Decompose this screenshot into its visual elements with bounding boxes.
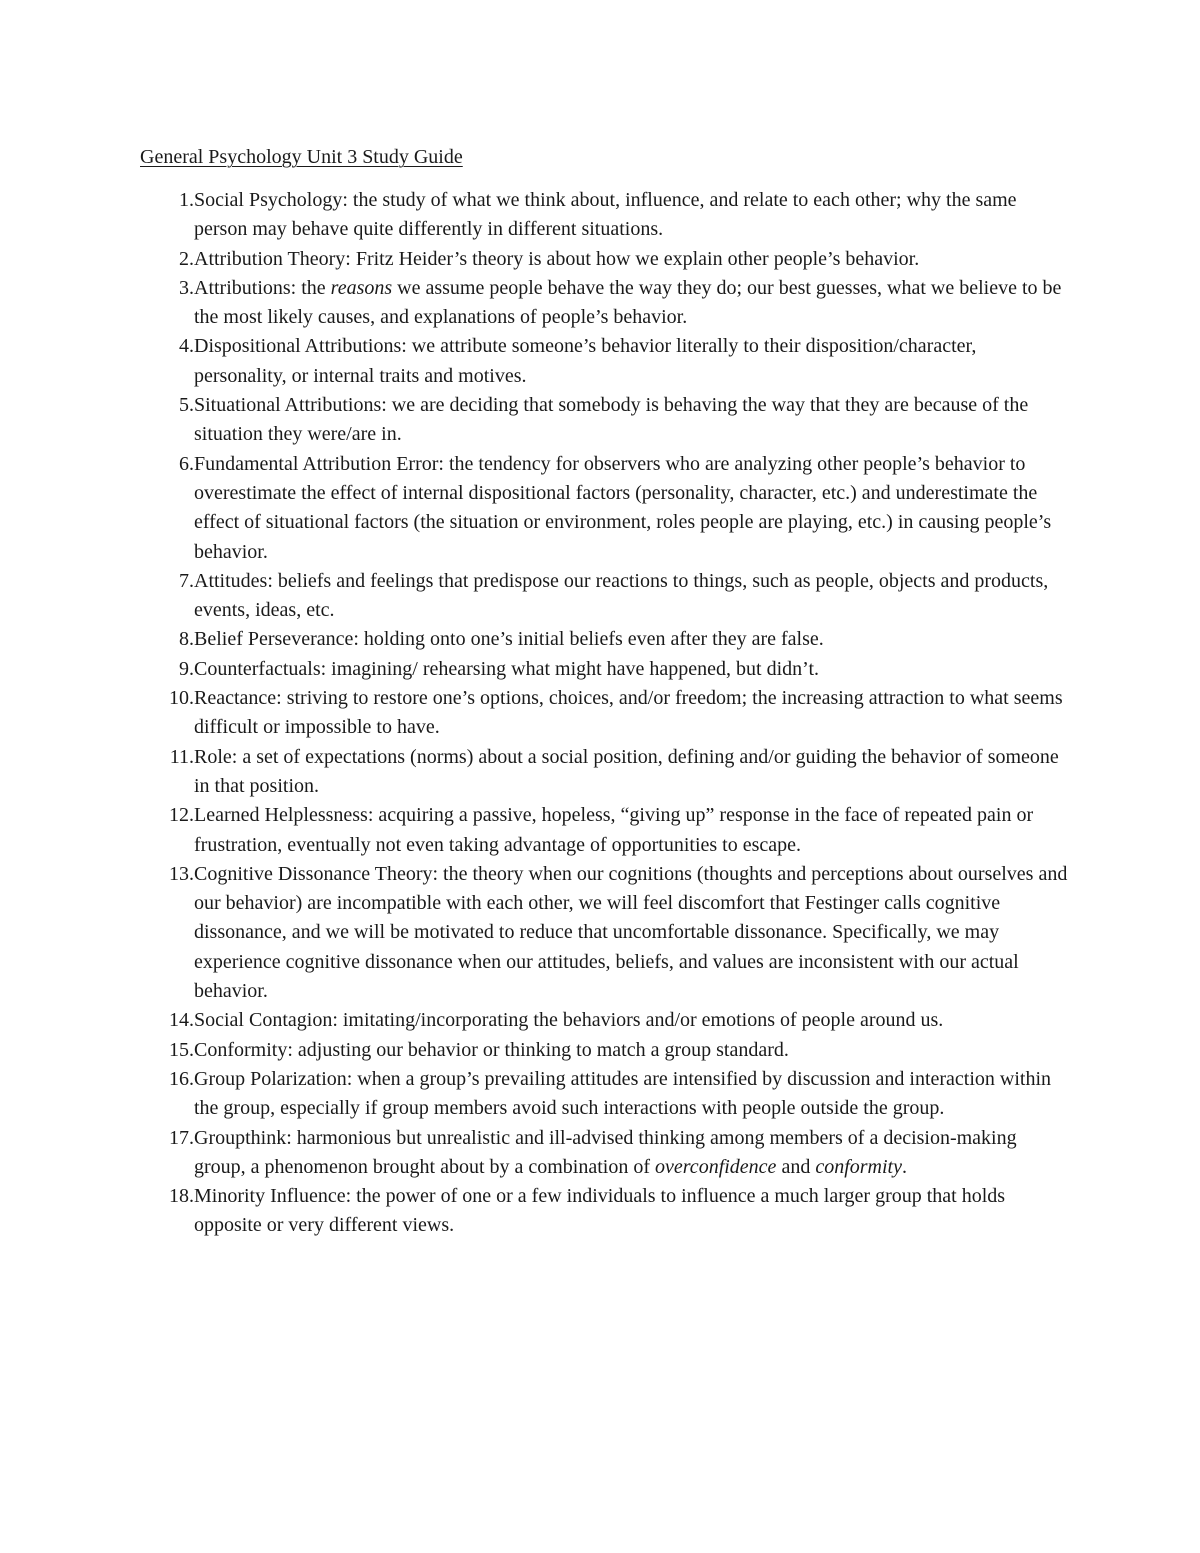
text-segment: Role: a set of expectations (norms) about a social position, defining and/or guiding the behavior of someone in that position. — [194, 745, 1059, 797]
term-list — [140, 186, 1070, 1241]
text-segment: Minority Influence: the power of one or a few individuals to influence a much larger group that holds opposite or very different views. — [194, 1185, 1006, 1237]
list-item-number-text: 2. — [179, 247, 194, 270]
list-item-number — [140, 743, 194, 802]
list-item-text — [194, 743, 1070, 802]
list-item-number-text: 10. — [169, 687, 194, 710]
list-item-text — [194, 860, 1070, 1006]
list-item-number-text: 3. — [179, 276, 194, 299]
text-segment: Cognitive Dissonance Theory: the theory when our cognitions (thoughts and perceptions about ourselves and our behavior) are incompatible with each other, we will feel discomfort that Festinger calls cognitive dissonance, and we will be motivated to reduce that uncomfortable dissonance. Specifically, we may experience cognitive dissonance when our attitudes, beliefs, and values are inconsistent with our actual behavior. — [194, 862, 1068, 1003]
text-segment: and — [776, 1155, 816, 1178]
list-item-text — [194, 1182, 1070, 1241]
list-item-number — [140, 186, 194, 245]
list-item-number-text: 17. — [169, 1126, 194, 1149]
list-item-number-text: 8. — [179, 628, 194, 651]
list-item-number-text: 6. — [179, 452, 194, 475]
list-item — [140, 1006, 1070, 1035]
text-segment: Attitudes: beliefs and feelings that predispose our reactions to things, such as people, objects and products, events, ideas, etc. — [194, 569, 1049, 622]
list-item-text — [194, 391, 1070, 450]
list-item-text — [194, 186, 1070, 245]
text-segment: Attributions: the — [194, 276, 331, 299]
document-title: General Psychology Unit 3 Study Guide — [140, 146, 463, 168]
list-item-number-text: 9. — [179, 657, 194, 680]
list-item — [140, 186, 1070, 245]
list-item-number-text: 4. — [179, 335, 194, 358]
list-item — [140, 625, 1070, 654]
list-item-number — [140, 245, 194, 274]
text-segment: Group Polarization: when a group’s prevailing attitudes are intensified by discussion and interaction within the group, especially if group members avoid such interactions with people outside the group. — [194, 1067, 1052, 1120]
list-item-text — [194, 1124, 1070, 1183]
text-segment: Groupthink: harmonious but unrealistic and ill-advised thinking among members of a decision-making group, a phenomenon brought about by a combination of — [194, 1126, 1017, 1178]
list-item-number-text: 13. — [169, 862, 194, 885]
list-item-number — [140, 1182, 194, 1241]
list-item — [140, 450, 1070, 567]
list-item-number-text: 11. — [169, 745, 194, 768]
emphasized-text: reasons — [330, 276, 393, 299]
text-segment: . — [901, 1155, 907, 1178]
list-item-text — [194, 655, 1070, 684]
list-item-number-text: 5. — [179, 394, 194, 417]
text-segment: Belief Perseverance: holding onto one’s initial beliefs even after they are false. — [194, 628, 824, 651]
text-segment: Attribution Theory: Fritz Heider’s theory is about how we explain other people’s behavior. — [194, 247, 920, 270]
list-item — [140, 1182, 1070, 1241]
text-segment: Counterfactuals: imagining/ rehearsing what might have happened, but didn’t. — [194, 657, 820, 680]
text-segment: Dispositional Attributions: we attribute someone’s behavior literally to their disposition/character, personality, or internal traits and motives. — [194, 335, 977, 387]
list-item-text — [194, 450, 1070, 567]
list-item — [140, 274, 1070, 333]
list-item — [140, 684, 1070, 743]
list-item — [140, 1065, 1070, 1124]
list-item — [140, 801, 1070, 860]
list-item-number — [140, 450, 194, 567]
text-segment: we assume people behave the way they do; our best guesses, what we believe to be the most likely causes, and explanations of people’s behavior. — [194, 276, 1062, 329]
list-item-text — [194, 684, 1070, 743]
list-item-number-text: 7. — [179, 569, 194, 592]
text-segment: Fundamental Attribution Error: the tendency for observers who are analyzing other people’s behavior to overestimate the effect of internal dispositional factors (personality, character, etc.) and underestimate the effect of situational factors (the situation or environment, roles people are playing, etc.) in causing people’s behavior. — [194, 452, 1052, 563]
list-item-text — [194, 274, 1070, 333]
list-item — [140, 743, 1070, 802]
list-item-number-text: 15. — [169, 1038, 194, 1061]
list-item — [140, 1036, 1070, 1065]
list-item-number — [140, 655, 194, 684]
list-item-text — [194, 1065, 1070, 1124]
text-segment: Reactance: striving to restore one’s options, choices, and/or freedom; the increasing attraction to what seems difficult or impossible to have. — [194, 687, 1063, 739]
text-segment: Conformity: adjusting our behavior or thinking to match a group standard. — [194, 1038, 789, 1061]
list-item-number — [140, 1006, 194, 1035]
list-item-text — [194, 1006, 1070, 1035]
emphasized-text: overconfidence — [655, 1155, 777, 1178]
list-item — [140, 655, 1070, 684]
list-item-text — [194, 1036, 1070, 1065]
text-segment: Social Psychology: the study of what we think about, influence, and relate to each other; why the same person may behave quite differently in different situations. — [194, 189, 1017, 241]
list-item-number — [140, 332, 194, 391]
text-segment: Situational Attributions: we are deciding that somebody is behaving the way that they are because of the situation they were/are in. — [194, 394, 1029, 446]
list-item-text — [194, 801, 1070, 860]
list-item-text — [194, 625, 1070, 654]
list-item-text — [194, 332, 1070, 391]
list-item — [140, 860, 1070, 1006]
list-item-number — [140, 684, 194, 743]
list-item-number-text: 16. — [169, 1067, 194, 1090]
list-item-number — [140, 1065, 194, 1124]
list-item-text — [194, 245, 1070, 274]
list-item — [140, 245, 1070, 274]
list-item-number-text: 14. — [169, 1009, 194, 1032]
list-item-text — [194, 567, 1070, 626]
list-item — [140, 332, 1070, 391]
list-item-number — [140, 625, 194, 654]
list-item — [140, 567, 1070, 626]
emphasized-text: conformity — [815, 1155, 902, 1178]
list-item — [140, 1124, 1070, 1183]
list-item-number — [140, 567, 194, 626]
list-item — [140, 391, 1070, 450]
list-item-number — [140, 391, 194, 450]
list-item-number — [140, 274, 194, 333]
list-item-number — [140, 801, 194, 860]
text-segment: Learned Helplessness: acquiring a passive, hopeless, “giving up” response in the face of repeated pain or frustration, eventually not even taking advantage of opportunities to escape. — [194, 804, 1034, 856]
list-item-number — [140, 860, 194, 1006]
list-item-number-text: 12. — [169, 804, 194, 827]
list-item-number-text: 18. — [169, 1185, 194, 1208]
list-item-number-text: 1. — [179, 189, 194, 211]
text-segment: Social Contagion: imitating/incorporating the behaviors and/or emotions of people around us. — [194, 1009, 944, 1032]
list-item-number — [140, 1124, 194, 1183]
list-item-number — [140, 1036, 194, 1065]
